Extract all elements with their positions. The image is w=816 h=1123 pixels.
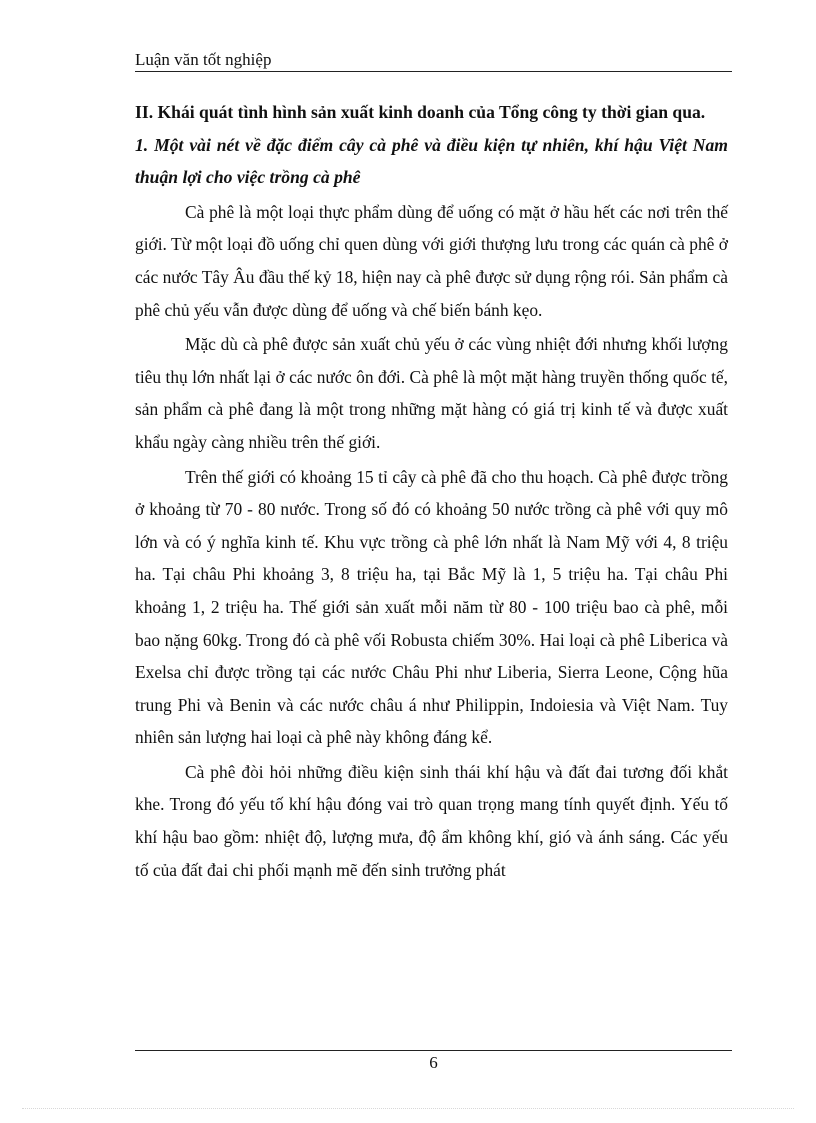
section-heading: II. Khái quát tình hình sản xuất kinh doanh của Tổng công ty thời gian qua. bbox=[135, 102, 706, 122]
page-bottom-dotted-border bbox=[22, 1108, 794, 1109]
paragraph-world-production: Trên thế giới có khoảng 15 tỉ cây cà phê đã cho thu hoạch. Cà phê được trồng ở khoảng từ 70 - 80 nước. Trong số đó có khoảng 50 nước trồng cà phê với quy mô lớn và có ý nghĩa kinh tế. Khu vực trồng cà phê lớn nhất là Nam Mỹ với 4, 8 triệu ha. Tại châu Phi khoảng 3, 8 triệu ha, tại Bắc Mỹ là 1, 5 triệu ha. Tại châu Phi khoảng 1, 2 triệu ha. Thế giới sản xuất mỗi năm từ 80 - 100 triệu bao cà phê, mỗi bao nặng 60kg. Trong đó cà phê vối Robusta chiếm 30%. Hai loại cà phê Liberica và Exelsa chỉ được trồng tại các nước Châu Phi như Liberia, Sierra Leone, Cộng hũa trung Phi và Benin và các nước châu á như Philippin, Indoiesia và Việt Nam. Tuy nhiên sản lượng hai loại cà phê này không đáng kể. bbox=[135, 466, 728, 748]
footer-divider bbox=[135, 1050, 732, 1051]
page-content bbox=[135, 96, 728, 886]
running-header: Luận văn tốt nghiệp bbox=[135, 50, 272, 69]
paragraph-coffee-intro: Cà phê là một loại thực phẩm dùng để uống có mặt ở hầu hết các nơi trên thế giới. Từ một loại đồ uống chỉ quen dùng với giới thượng lưu trong các quán cà phê ở các nước Tây Âu đầu thế kỷ 18, hiện nay cà phê được sử dụng rộng rói. Sản phẩm cà phê chủ yếu vẫn được dùng để uống và chế biến bánh kẹo. bbox=[135, 201, 728, 320]
subsection-heading: 1. Một vài nét về đặc điểm cây cà phê và điều kiện tự nhiên, khí hậu Việt Nam thuận lợi cho việc trồng cà phê bbox=[135, 134, 728, 188]
paragraph-ecological-conditions: Cà phê đòi hỏi những điều kiện sinh thái khí hậu và đất đai tương đối khắt khe. Trong đó yếu tố khí hậu đóng vai trò quan trọng mang tính quyết định. Yếu tố khí hậu bao gồm: nhiệt độ, lượng mưa, độ ẩm không khí, gió và ánh sáng. Các yếu tố của đất đai chi phối mạnh mẽ đến sinh trưởng phát bbox=[135, 761, 728, 880]
header-divider bbox=[135, 71, 732, 72]
paragraph-consumption: Mặc dù cà phê được sản xuất chủ yếu ở các vùng nhiệt đới nhưng khối lượng tiêu thụ lớn nhất lại ở các nước ôn đới. Cà phê là một mặt hàng truyền thống quốc tế, sản phẩm cà phê đang là một trong những mặt hàng có giá trị kinh tế và được xuất khẩu ngày càng nhiều trên thế giới. bbox=[135, 334, 728, 452]
page-number: 6 bbox=[429, 1053, 438, 1072]
